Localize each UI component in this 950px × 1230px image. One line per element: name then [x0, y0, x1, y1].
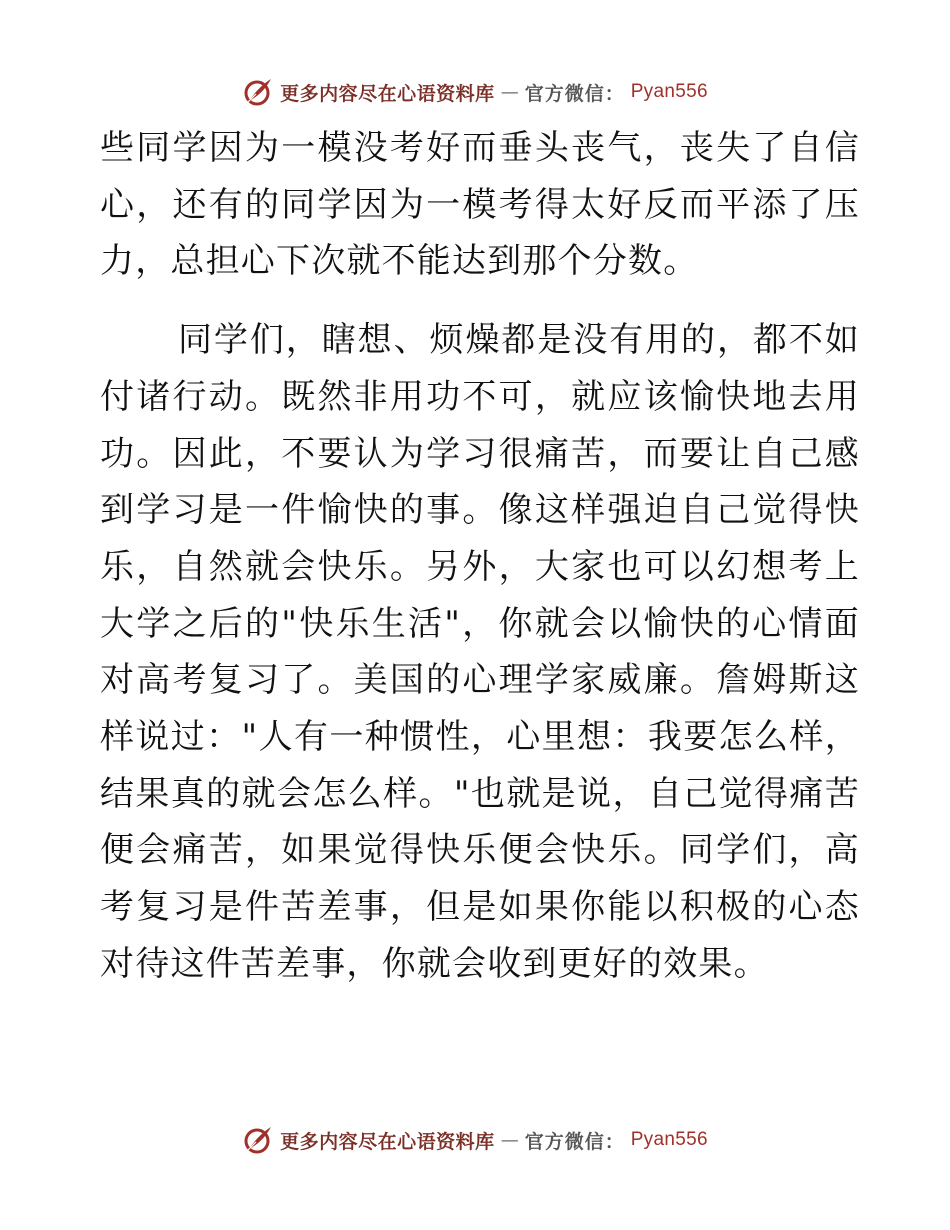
paragraph-2: 同学们，瞎想、烦燥都是没有用的，都不如付诸行动。既然非用功不可，就应该愉快地去用功。因此，不要认为学习很痛苦，而要让自己感到学习是一件愉快的事。像这样强迫自己觉得快乐，自然就会快乐。另外，大家也可以幻想考上大学之后的"快乐生活"，你就会以愉快的心情面对高考复习了。美国的心理学家威廉。詹姆斯这样说过："人有一种惯性，心里想：我要怎么样，结果真的就会怎么样。"也就是说，自己觉得痛苦便会痛苦，如果觉得快乐便会快乐。同学们，高考复习是件苦差事，但是如果你能以积极的心态对待这件苦差事，你就会收到更好的效果。 — [100, 320, 860, 984]
footer-wechat-id: Pyan556 — [630, 1129, 708, 1150]
footer-wechat-label: 官方微信： — [524, 1130, 625, 1153]
footer-promo-text: 更多内容尽在心语资料库 — [280, 1130, 495, 1153]
quill-pen-circle-icon — [242, 1124, 274, 1156]
quill-pen-circle-icon — [242, 76, 274, 108]
footer-banner — [0, 1120, 950, 1160]
header-banner — [0, 72, 950, 112]
header-separator: — — [500, 81, 519, 103]
header-wechat-label: 官方微信： — [524, 82, 625, 105]
footer-separator: — — [500, 1129, 519, 1151]
header-promo-text: 更多内容尽在心语资料库 — [280, 82, 495, 105]
document-body — [100, 120, 860, 993]
paragraph-1: 些同学因为一模没考好而垂头丧气，丧失了自信心，还有的同学因为一模考得太好反而平添了压力，总担心下次就不能达到那个分数。 — [100, 128, 860, 282]
header-wechat-id: Pyan556 — [630, 81, 708, 102]
